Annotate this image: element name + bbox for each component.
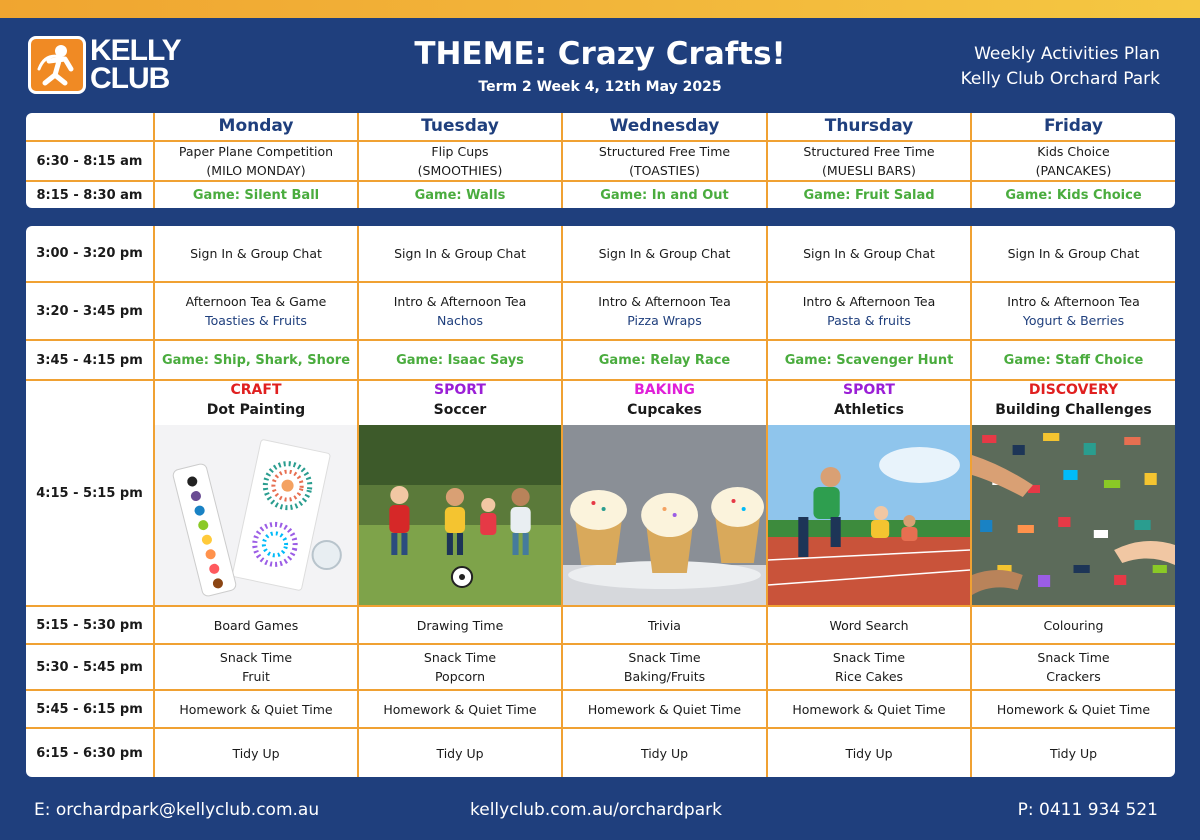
game-cell: Game: Walls [358, 181, 562, 208]
afternoon-schedule [26, 226, 1175, 777]
athletics-image [768, 425, 970, 605]
activity-category: SPORT [434, 382, 486, 398]
schedule-cell [154, 141, 358, 181]
activity-text: Snack Time [219, 650, 293, 665]
schedule-cell: Homework & Quiet Time [358, 690, 562, 728]
corner-cell [26, 113, 154, 141]
activity-text: Snack Time [628, 650, 701, 665]
day-header: Wednesday [562, 113, 767, 141]
club-name: Kelly Club Orchard Park [960, 69, 1160, 89]
food-text: Rice Cakes [834, 669, 904, 684]
activity-category: DISCOVERY [1028, 382, 1119, 398]
game-cell: Game: Kids Choice [971, 181, 1175, 208]
soccer-image [359, 425, 561, 605]
logo-word-kelly: KELLY [90, 34, 181, 67]
food-text: Fruit [242, 669, 270, 684]
schedule-cell: Sign In & Group Chat [562, 226, 767, 282]
activity-text: Snack Time [1037, 650, 1110, 665]
schedule-cell [971, 644, 1175, 690]
activity-text: Intro & Afternoon Tea [802, 294, 936, 309]
schedule-cell [767, 141, 971, 181]
activity-name: Cupcakes [627, 402, 702, 418]
schedule-cell: Tidy Up [767, 728, 971, 777]
activity-text: Snack Time [832, 650, 906, 665]
activity-name: Soccer [433, 402, 487, 418]
activity-cell [767, 380, 971, 606]
morning-schedule [26, 113, 1175, 208]
schedule-cell: Trivia [562, 606, 767, 644]
activity-text: Intro & Afternoon Tea [598, 294, 731, 309]
page-subtitle: Term 2 Week 4, 12th May 2025 [478, 79, 722, 95]
game-cell: Game: Isaac Says [358, 340, 562, 380]
logo-word-club: CLUB [90, 62, 170, 95]
food-text: Baking/Fruits [623, 669, 706, 684]
kelly-club-logo [28, 36, 181, 94]
schedule-cell: Tidy Up [971, 728, 1175, 777]
food-text: (MILO MONDAY) [206, 163, 306, 178]
day-header: Friday [971, 113, 1175, 141]
schedule-cell: Tidy Up [358, 728, 562, 777]
activity-text: Intro & Afternoon Tea [393, 294, 527, 309]
dot-painting-image [155, 425, 357, 605]
building-blocks-image [972, 425, 1175, 605]
schedule-cell: Word Search [767, 606, 971, 644]
activity-name: Building Challenges [995, 402, 1152, 418]
time-slot: 6:15 - 6:30 pm [26, 728, 154, 777]
game-cell: Game: In and Out [562, 181, 767, 208]
activity-category: CRAFT [230, 382, 282, 398]
activity-text: Intro & Afternoon Tea [1007, 294, 1140, 309]
schedule-cell: Homework & Quiet Time [767, 690, 971, 728]
schedule-cell [562, 644, 767, 690]
day-header: Tuesday [358, 113, 562, 141]
activity-name: Athletics [834, 402, 904, 418]
schedule-cell: Sign In & Group Chat [154, 226, 358, 282]
day-header: Monday [154, 113, 358, 141]
schedule-cell: Drawing Time [358, 606, 562, 644]
time-slot: 5:45 - 6:15 pm [26, 690, 154, 728]
game-cell: Game: Relay Race [562, 340, 767, 380]
page-title: THEME: Crazy Crafts! [414, 36, 786, 72]
time-slot: 3:45 - 4:15 pm [26, 340, 154, 380]
time-slot: 3:20 - 3:45 pm [26, 282, 154, 340]
food-text: (PANCAKES) [1035, 163, 1112, 178]
activity-text: Structured Free Time [803, 144, 935, 159]
schedule-cell: Board Games [154, 606, 358, 644]
running-figure-icon [28, 36, 86, 94]
footer-email[interactable]: E: orchardpark@kellyclub.com.au [34, 800, 320, 820]
time-slot: 3:00 - 3:20 pm [26, 226, 154, 282]
day-header: Thursday [767, 113, 971, 141]
top-accent-bar [0, 0, 1200, 18]
plan-info [961, 42, 1160, 92]
food-text: Crackers [1046, 669, 1101, 684]
schedule-cell: Sign In & Group Chat [358, 226, 562, 282]
food-text: (MUESLI BARS) [822, 163, 916, 178]
food-text: (SMOOTHIES) [417, 163, 503, 178]
activity-text: Paper Plane Competition [178, 144, 334, 159]
activity-text: Snack Time [423, 650, 497, 665]
schedule-cell [767, 644, 971, 690]
game-cell: Game: Silent Ball [154, 181, 358, 208]
food-text: Nachos [437, 313, 483, 328]
schedule-cell [358, 644, 562, 690]
schedule-cell [562, 282, 767, 340]
schedule-cell: Sign In & Group Chat [971, 226, 1175, 282]
schedule-cell [358, 282, 562, 340]
food-text: Popcorn [434, 669, 486, 684]
schedule-cell [358, 141, 562, 181]
footer-website[interactable]: kellyclub.com.au/orchardpark [470, 800, 722, 820]
time-slot: 4:15 - 5:15 pm [26, 380, 154, 606]
activity-category: BAKING [634, 382, 695, 398]
schedule-cell: Homework & Quiet Time [154, 690, 358, 728]
game-cell: Game: Staff Choice [971, 340, 1175, 380]
activity-text: Afternoon Tea & Game [185, 294, 327, 309]
game-cell: Game: Ship, Shark, Shore [154, 340, 358, 380]
activity-name: Dot Painting [206, 402, 306, 418]
schedule-cell [154, 644, 358, 690]
schedule-cell [562, 141, 767, 181]
activity-text: Kids Choice [1037, 144, 1110, 159]
schedule-cell [971, 282, 1175, 340]
schedule-cell [971, 141, 1175, 181]
time-slot: 8:15 - 8:30 am [26, 181, 154, 208]
activity-cell [562, 380, 767, 606]
game-cell: Game: Scavenger Hunt [767, 340, 971, 380]
schedule-cell: Tidy Up [562, 728, 767, 777]
schedule-cell [154, 282, 358, 340]
schedule-cell: Sign In & Group Chat [767, 226, 971, 282]
activity-category: SPORT [843, 382, 895, 398]
schedule-cell [767, 282, 971, 340]
food-text: Pizza Wraps [627, 313, 702, 328]
cupcakes-image [563, 425, 766, 605]
food-text: Pasta & fruits [827, 313, 911, 328]
schedule-cell: Homework & Quiet Time [562, 690, 767, 728]
time-slot: 5:15 - 5:30 pm [26, 606, 154, 644]
activity-cell [971, 380, 1175, 606]
activity-text: Structured Free Time [598, 144, 731, 159]
schedule-cell: Homework & Quiet Time [971, 690, 1175, 728]
game-cell: Game: Fruit Salad [767, 181, 971, 208]
activity-text: Flip Cups [431, 144, 489, 159]
plan-type: Weekly Activities Plan [974, 44, 1160, 64]
food-text: Toasties & Fruits [205, 313, 307, 328]
schedule-cell: Colouring [971, 606, 1175, 644]
time-slot: 5:30 - 5:45 pm [26, 644, 154, 690]
time-slot: 6:30 - 8:15 am [26, 141, 154, 181]
activity-cell [358, 380, 562, 606]
footer-phone[interactable]: P: 0411 934 521 [1017, 800, 1158, 820]
food-text: Yogurt & Berries [1022, 313, 1125, 328]
activity-cell [154, 380, 358, 606]
schedule-cell: Tidy Up [154, 728, 358, 777]
food-text: (TOASTIES) [629, 163, 700, 178]
